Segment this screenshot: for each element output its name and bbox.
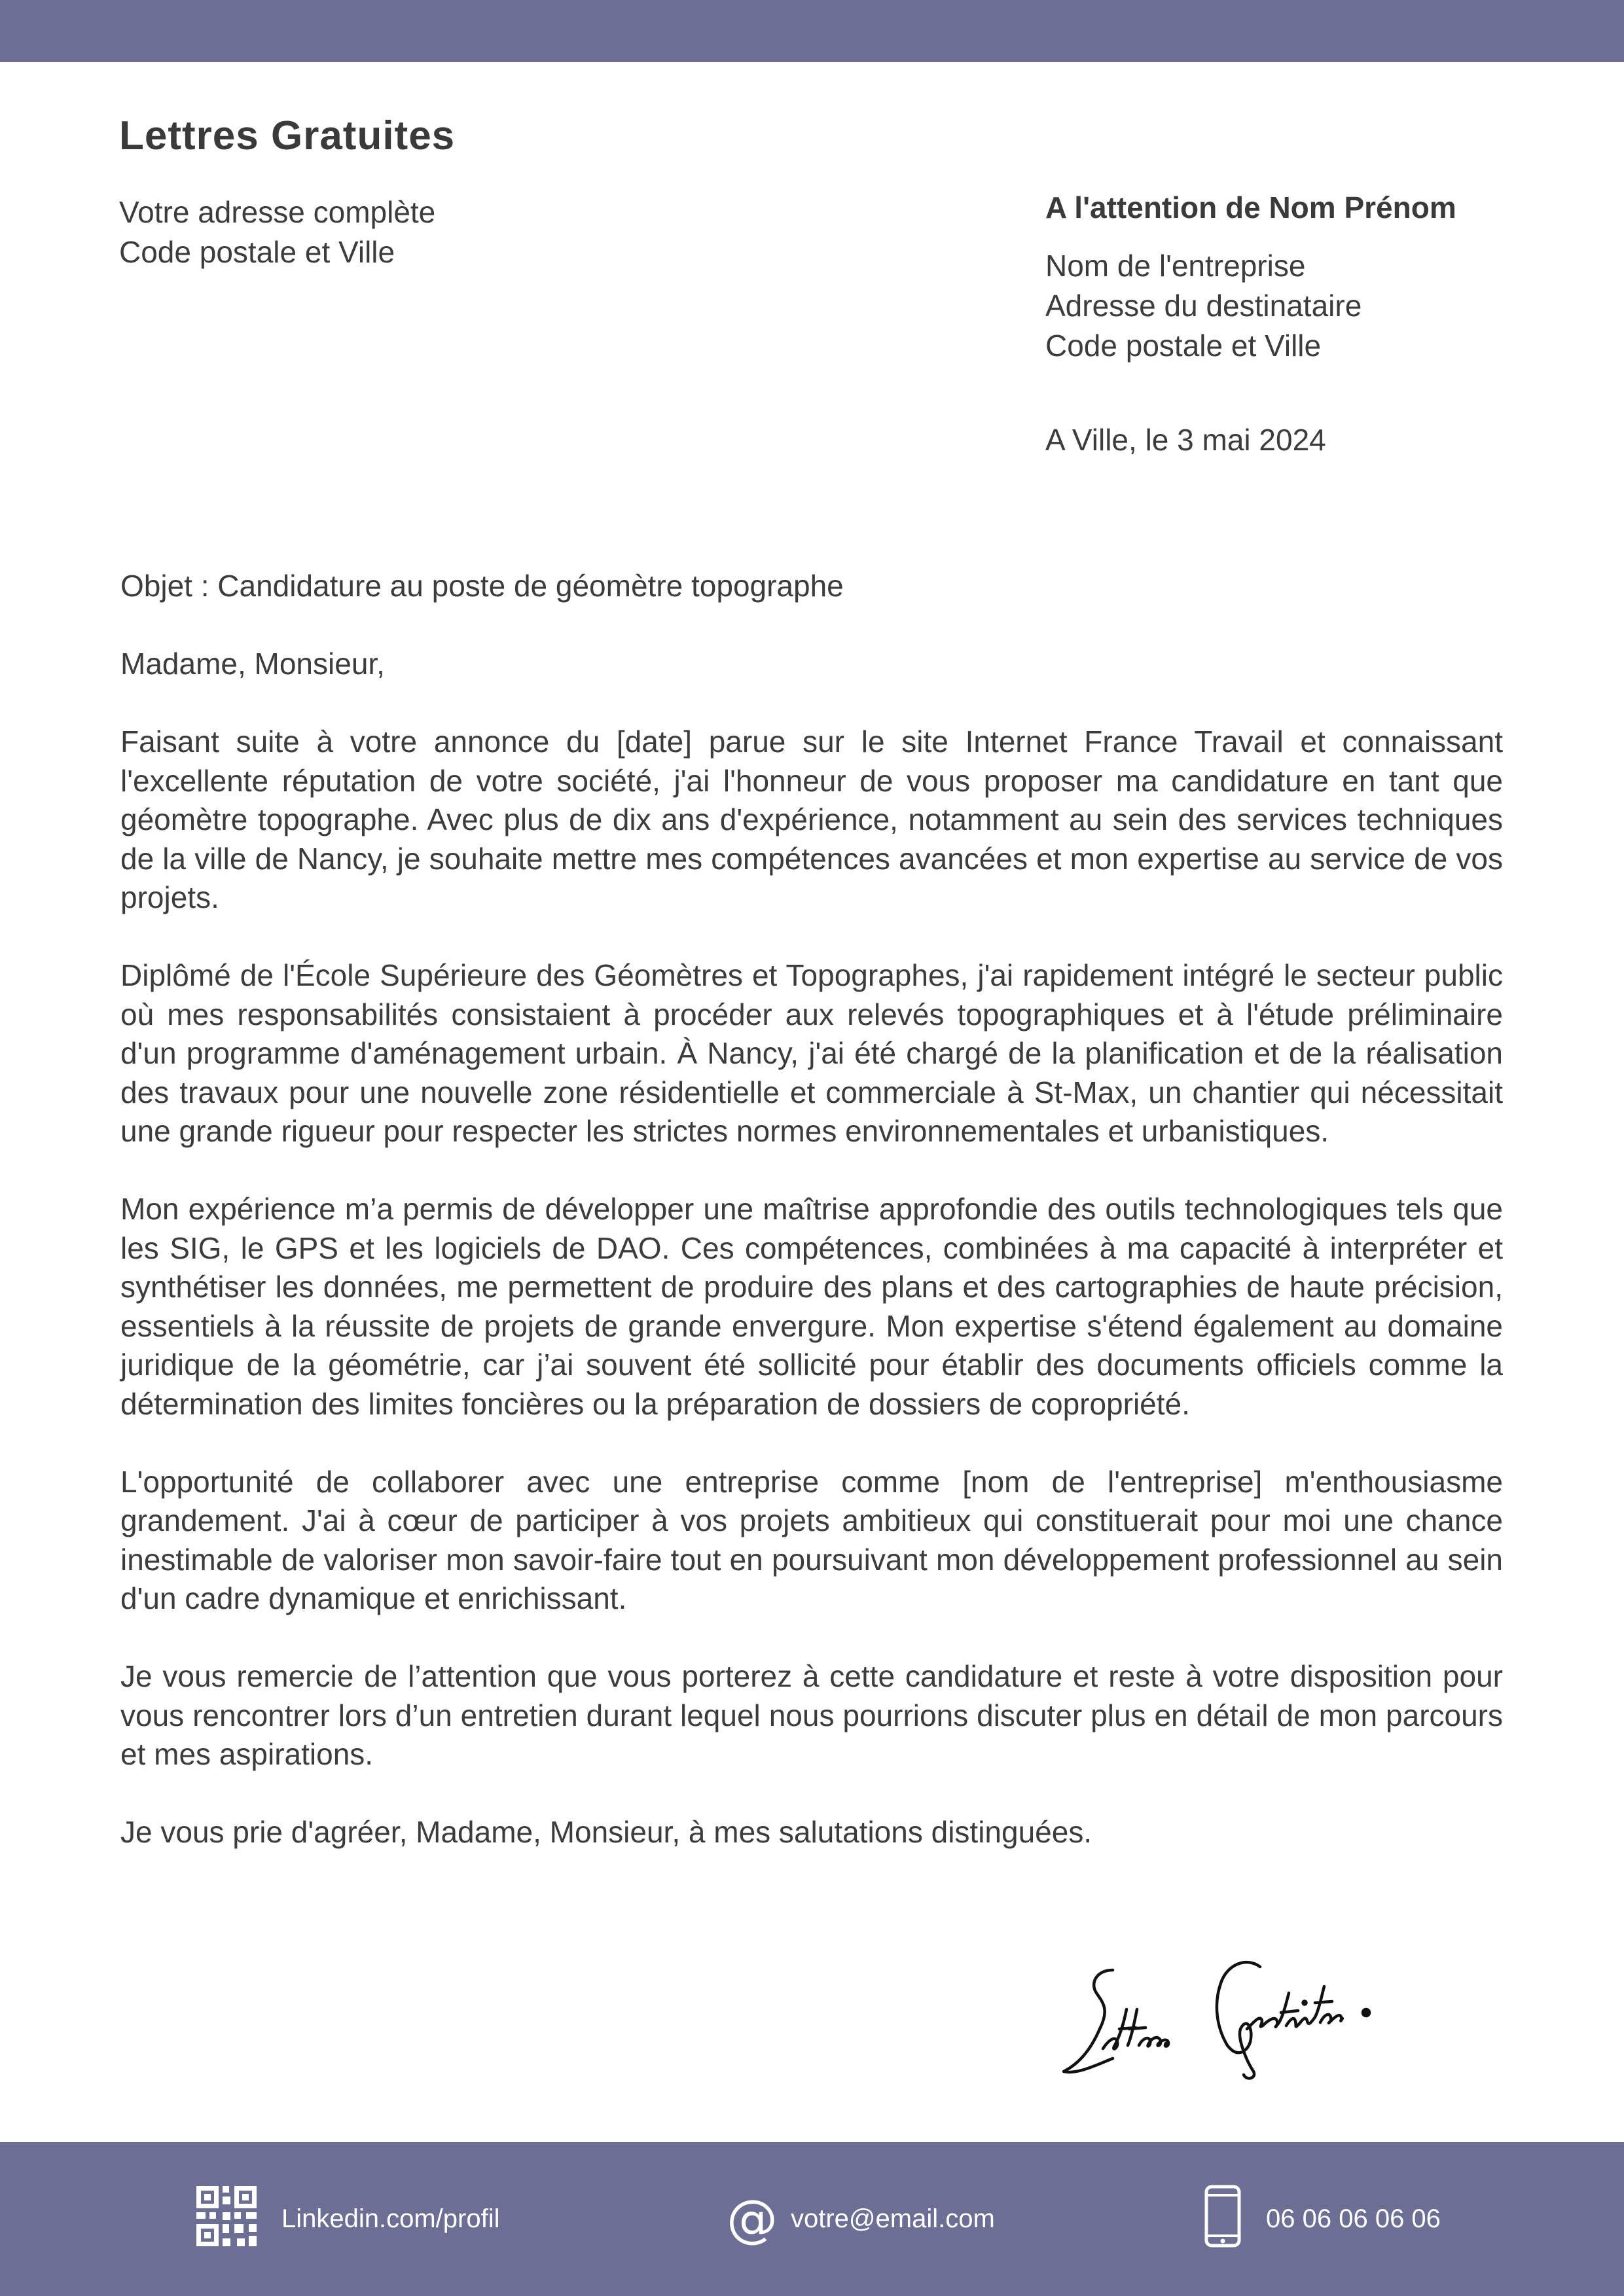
footer-linkedin-text: Linkedin.com/profil xyxy=(281,2204,500,2233)
sender-name: Lettres Gratuites xyxy=(119,113,456,158)
signature xyxy=(1051,1931,1430,2088)
letter-paragraph: Diplômé de l'École Supérieure des Géomètres et Topographes, j'ai rapidement intégré le secteur public où mes responsabilités consistaient à procéder aux relevés topographiques et à l'étude préliminaire d'un programme d'aménagement urbain. À Nancy, j'ai été chargé de la planification et de la réalisation des travaux pour une nouvelle zone résidentielle et commerciale à St-Max, un chantier qui nécessitait une grande rigueur pour respecter les strictes normes environnementales et urbanistiques. xyxy=(120,958,1503,1148)
qr-code-icon xyxy=(196,2186,257,2253)
letter-paragraph: Faisant suite à votre annonce du [date] parue sur le site Internet France Travail et connaissant l'excellente réputation de votre société, j'ai l'honneur de vous proposer ma candidature en tant que géomètre topographe. Avec plus de dix ans d'expérience, notamment au sein des services techniques de la ville de Nancy, je souhaite mettre mes compétences avancées et mon expertise au service de vos projets. xyxy=(120,725,1503,914)
at-sign-icon: @ xyxy=(727,2189,778,2249)
top-band xyxy=(0,0,1624,62)
recipient-city: Code postale et Ville xyxy=(1045,329,1322,363)
recipient-attention: A l'attention de Nom Prénom xyxy=(1045,190,1456,224)
date-line: A Ville, le 3 mai 2024 xyxy=(1045,423,1326,457)
sender-address-line: Votre adresse complète xyxy=(119,195,436,229)
footer-phone[interactable] xyxy=(1204,2142,1441,2296)
recipient-street: Adresse du destinataire xyxy=(1045,289,1362,323)
sender-address xyxy=(119,192,435,272)
footer-phone-text: 06 06 06 06 06 xyxy=(1266,2204,1441,2233)
letter-paragraph: Mon expérience m’a permis de développer une maîtrise approfondie des outils technologiques tels que les SIG, le GPS et les logiciels de DAO. Ces compétences, combinées à ma capacité à interpréter et synthétiser les données, me permettent de produire des plans et des cartographies de haute précision, essentiels à la réussite de projets de grande envergure. Mon expertise s'étend également au domaine juridique de la géométrie, car j’ai souvent été sollicité pour établir des documents officiels comme la détermination des limites foncières ou la préparation de dossiers de copropriété. xyxy=(120,1192,1503,1421)
recipient-company: Nom de l'entreprise xyxy=(1045,249,1306,283)
recipient-address xyxy=(1045,246,1362,366)
footer-email-text: votre@email.com xyxy=(791,2204,995,2233)
footer-linkedin[interactable] xyxy=(196,2142,500,2296)
letter-body xyxy=(120,567,1503,1891)
letter-salutation: Madame, Monsieur, xyxy=(120,647,385,681)
letter-paragraph: L'opportunité de collaborer avec une entreprise comme [nom de l'entreprise] m'enthousiasme grandement. J'ai à cœur de participer à vos projets ambitieux qui constituerait pour moi une chance inestimable de valoriser mon savoir-faire tout en poursuivant mon développement professionnel au sein d'un cadre dynamique et enrichissant. xyxy=(120,1464,1503,1615)
letter-paragraph: Je vous remercie de l’attention que vous porterez à cette candidature et reste à votre disposition pour vous rencontrer lors d’un entretien durant lequel nous pourrions discuter plus en détail de mon parcours et mes aspirations. xyxy=(120,1659,1503,1771)
sender-city-line: Code postale et Ville xyxy=(119,235,395,269)
footer-band xyxy=(0,2142,1624,2296)
phone-icon xyxy=(1204,2185,1241,2254)
footer-email[interactable] xyxy=(727,2142,995,2296)
letter-subject: Objet : Candidature au poste de géomètre topographe xyxy=(120,569,844,603)
letter-closing: Je vous prie d'agréer, Madame, Monsieur, à mes salutations distinguées. xyxy=(120,1815,1092,1849)
